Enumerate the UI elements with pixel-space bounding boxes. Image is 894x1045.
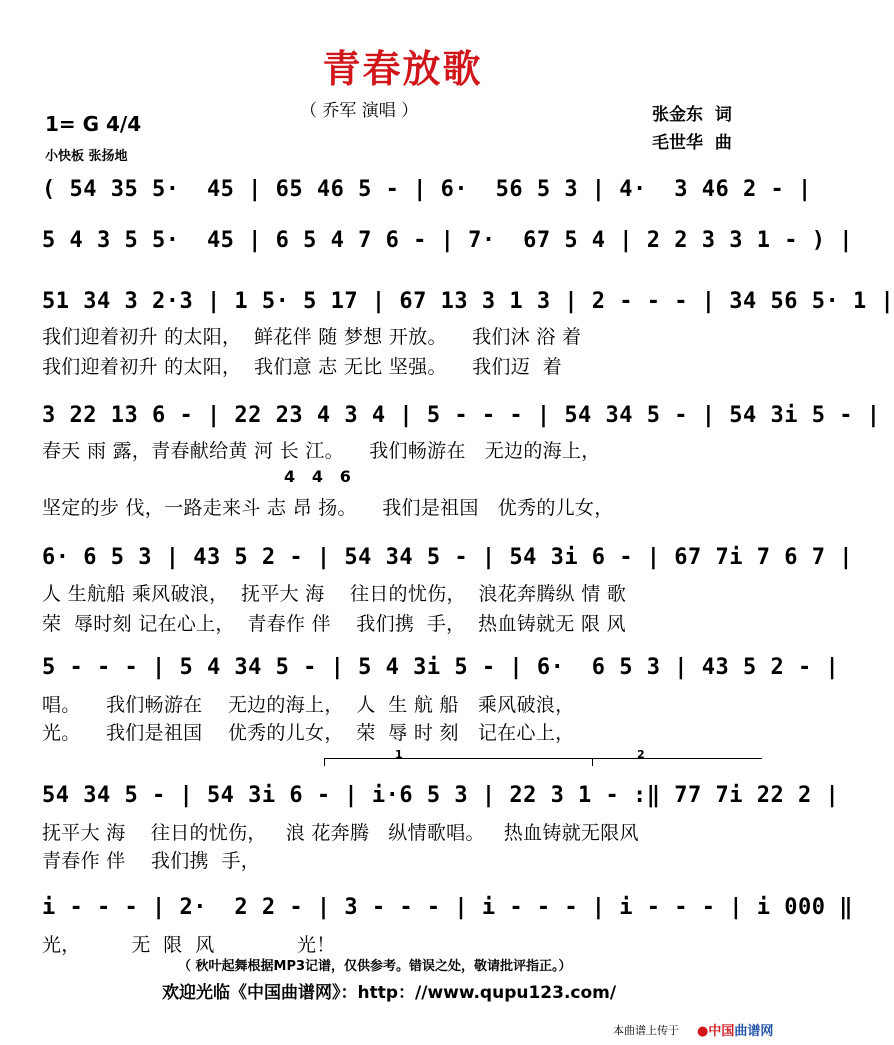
lyric-line: 青春作 伴 我们携 手， [42,850,261,872]
logo-text-a: 中国 [708,1024,735,1039]
composer-credit: 毛世华 曲 [652,133,732,153]
lyric-line: 春天 雨 露，青春献给黄 河 长 江。 我们畅游在 无边的海上， [42,440,601,462]
lyric-line: 我们迎着初升 的太阳， 鲜花伴 随 梦想 开放。 我们沐 浴 着 [42,326,582,348]
notation-row: 51 34 3 2·3 | 1 5· 5 17 | 67 13 3 1 3 | 2 - - - | 34 56 5· 1 | [42,289,894,314]
lyric-line: 人 生航船 乘风破浪， 抚平大 海 往日的忧伤， 浪花奔腾纵 情 歌 [42,583,627,605]
site-logo: ●中国曲谱网 [697,1024,774,1039]
upload-note: 本曲谱上传于 [613,1024,679,1037]
lyricist-credit: 张金东 词 [652,105,732,125]
notation-row: 6· 6 5 3 | 43 5 2 - | 54 34 5 - | 54 3i 6 - | 67 7i 7 6 7 | [42,545,853,570]
welcome-line: 欢迎光临《中国曲谱网》：http：//www.qupu123.com/ [162,983,617,1003]
volta-number-1: 1 [395,748,403,761]
notation-row: 3 22 13 6 - | 22 23 4 3 4 | 5 - - - | 54 34 5 - | 54 3i 5 - | [42,403,881,428]
transcription-note: （ 秋叶起舞根据MP3记谱，仅供参考。错误之处，敬请批评指正。） [178,959,572,974]
notation-row: ( 54 35 5· 45 | 65 46 5 - | 6· 56 5 3 | 4· 3 46 2 - | [42,177,812,202]
notation-row: 54 34 5 - | 54 3i 6 - | i·6 5 3 | 22 3 1 - :‖ 77 7i 22 2 | [42,783,840,808]
page-title: 青春放歌 [322,47,483,91]
key-signature: 1= G 4/4 [45,112,142,136]
lyric-line: 我们迎着初升 的太阳， 我们意 志 无比 坚强。 我们迈 着 [42,356,562,378]
volta-tick [592,758,593,766]
lyric-line: 光。 我们是祖国 优秀的儿女， 荣 辱 时 刻 记在心上， [42,722,575,744]
lyric-line: 抚平大 海 往日的忧伤， 浪 花奔腾 纵情歌唱。 热血铸就无限风 [42,822,639,844]
lyric-line: 坚定的步 伐，一路走来斗 志 昂 扬。 我们是祖国 优秀的儿女， [42,497,614,519]
logo-text-b: 曲谱网 [734,1024,774,1039]
notation-row: 5 4 3 5 5· 45 | 6 5 4 7 6 - | 7· 67 5 4 | 2 2 3 3 1 - ) | [42,228,853,253]
tempo-marking: 小快板 张扬地 [45,149,128,164]
volta-number-2: 2 [637,748,645,761]
volta-tick [324,758,325,766]
lyric-line: 光， 无 限 风 光！ [42,934,336,956]
notation-row: 5 - - - | 5 4 34 5 - | 5 4 3i 5 - | 6· 6 5 3 | 43 5 2 - | [42,655,840,680]
lyric-line: 唱。 我们畅游在 无边的海上， 人 生 航 船 乘风破浪， [42,694,575,716]
volta-bracket-2 [592,758,762,759]
lyric-line: 荣 辱时刻 记在心上， 青春作 伴 我们携 手， 热血铸就无 限 风 [42,613,626,635]
notation-row: i - - - | 2· 2 2 - | 3 - - - | i - - - | i - - - | i 000 ‖ [42,895,853,920]
volta-bracket-1 [324,758,608,759]
singer-credit: （ 乔军 演唱 ） [300,101,419,121]
alternate-notes: 4 4 6 [284,467,351,486]
